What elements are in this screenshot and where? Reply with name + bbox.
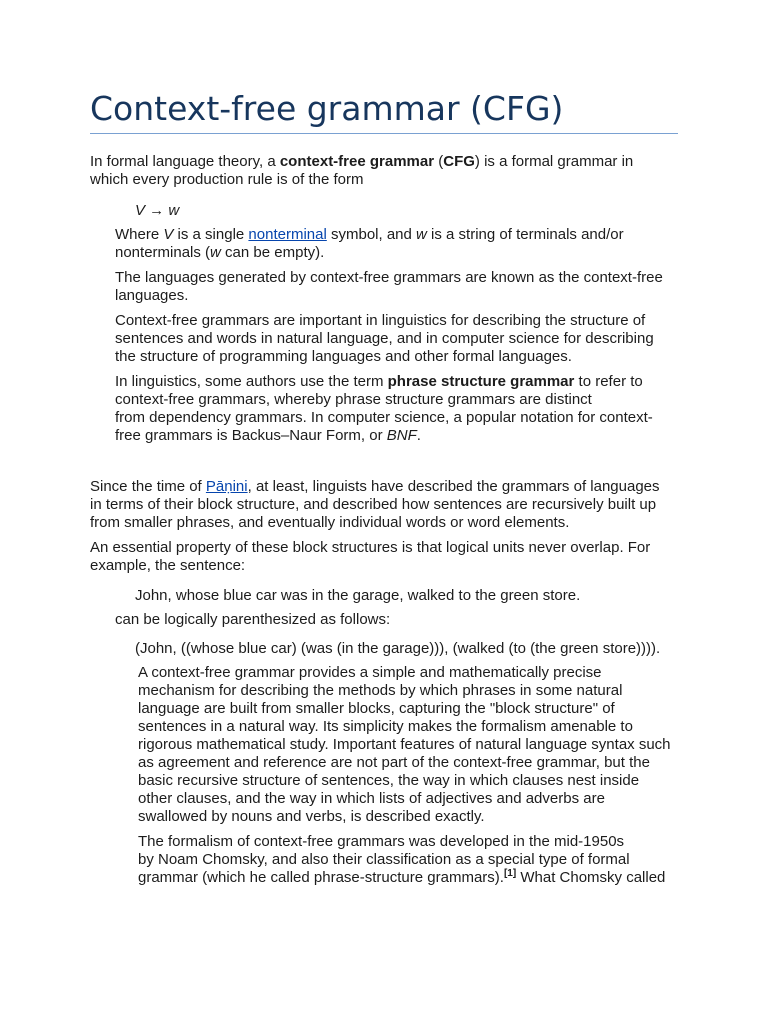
term-bnf: BNF: [386, 427, 417, 444]
where-text: is a string of terminals and/or nonterminals (: [115, 226, 624, 261]
page-title: Context-free grammar (CFG): [90, 89, 564, 128]
history-paragraph: [90, 478, 660, 532]
production-rule: [135, 202, 179, 220]
term-context-free-grammar: context-free grammar: [279, 153, 435, 170]
languages-paragraph: The languages generated by context-free grammars are known as the context-free languages.: [115, 269, 663, 304]
history-text: , at least, linguists have described the grammars of languages in terms of their block structure, and described how sentences are recursively built up from smaller phrases, and eventually individual words or word elements.: [90, 478, 660, 531]
variable-v: V: [163, 226, 174, 243]
formalism-paragraph: [138, 833, 665, 887]
where-text: can be empty).: [220, 244, 325, 261]
term-phrase-structure-grammar: phrase structure grammar: [387, 373, 575, 390]
where-text: symbol, and: [326, 226, 417, 243]
parenthesized-sentence: (John, ((whose blue car) (was (in the garage))), (walked (to (the green store)))).: [135, 640, 661, 657]
intro-text: (: [434, 153, 444, 170]
rule-rhs-variable: w: [168, 202, 180, 219]
example-sentence: John, whose blue car was in the garage, walked to the green store.: [135, 587, 581, 604]
cfg-description-paragraph: A context-free grammar provides a simple and mathematically precise mechanism for describing the methods by which phrases in some natural language are built from smaller blocks, capturing the "block structure" of sentences in a natural way. Its simplicity makes the formalism amenable to rigorous mathematical study. Important features of natural language syntax such as agreement and reference are not part of the context-free grammar, but the basic recursive structure of sentences, the way in which clauses nest inside other clauses, and the way in which lists of adjectives and adverbs are swallowed by nouns and verbs, is described exactly.: [138, 664, 671, 825]
variable-w: w: [416, 226, 427, 243]
intro-text: ) is a formal grammar in which every production rule is of the form: [90, 153, 634, 188]
intro-text: In formal language theory, a: [90, 153, 280, 170]
title-underline: [90, 133, 678, 134]
history-text: Since the time of: [90, 478, 206, 495]
where-clause-paragraph: [115, 226, 624, 262]
formalism-text: What Chomsky called: [516, 869, 666, 886]
link-panini[interactable]: Pāṇini: [205, 478, 248, 495]
terminology-text: .: [416, 427, 421, 444]
rule-lhs-variable: V: [135, 202, 146, 219]
terminology-text: In linguistics, some authors use the term: [115, 373, 388, 390]
terminology-text: to refer to context-free grammars, whereby phrase structure grammars are distinct from dependency grammars. In computer science, a popular notation for context- free grammars is Backus–Naur Form, or: [115, 373, 653, 444]
where-text: Where: [115, 226, 164, 243]
link-nonterminal[interactable]: nonterminal: [248, 226, 327, 243]
block-structure-paragraph: An essential property of these block structures is that logical units never overlap. For example, the sentence:: [90, 539, 651, 574]
citation-ref: [1]: [503, 868, 517, 879]
parenthesize-lead: can be logically parenthesized as follows:: [115, 611, 391, 628]
where-text: is a single: [173, 226, 249, 243]
rule-arrow: →: [145, 202, 169, 219]
terminology-paragraph: [115, 373, 653, 445]
variable-w: w: [210, 244, 221, 261]
intro-paragraph: [90, 153, 633, 189]
formalism-text: The formalism of context-free grammars was developed in the mid-1950s by Noam Chomsky, and also their classification as a special type of formal grammar (which he called phrase-structure grammars).: [138, 833, 630, 886]
importance-paragraph: Context-free grammars are important in linguistics for describing the structure of sentences and words in natural language, and in computer science for describing the structure of programming languages and other formal languages.: [115, 312, 654, 365]
term-cfg: CFG: [443, 153, 475, 170]
